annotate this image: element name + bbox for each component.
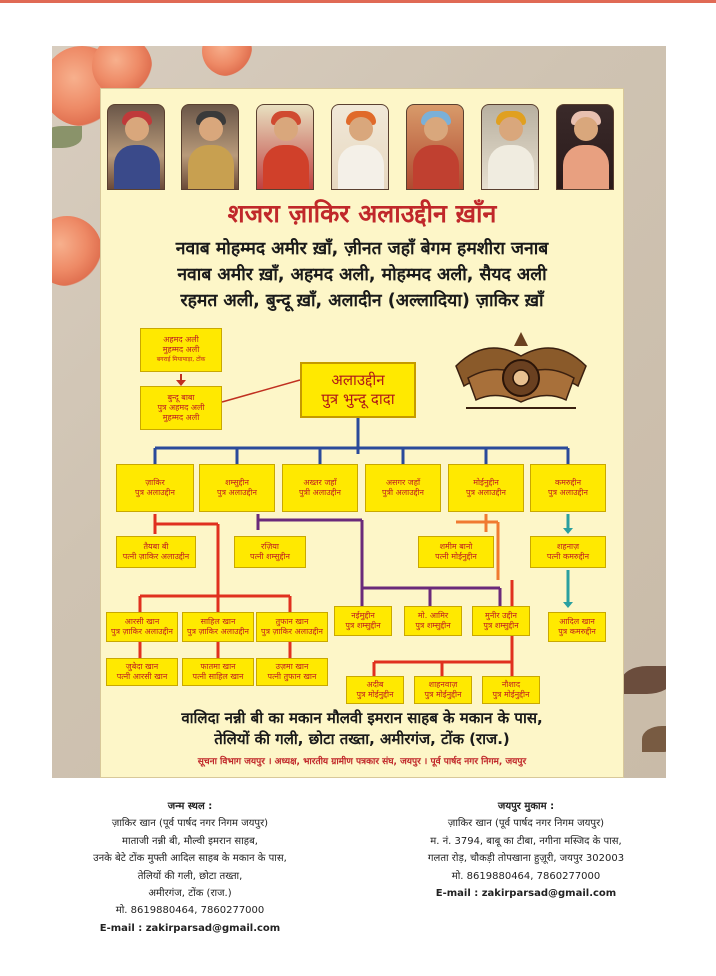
phone-number: मो. 8619880464, 7860277000 [115, 905, 265, 917]
phone-number: मो. 8619880464, 7860277000 [451, 870, 601, 882]
ancestor-box: अहमद अली मुहम्मद अली बगराई मियापाड़ा, टोंक [140, 328, 222, 372]
spouse-box: रज़िया पत्नी शम्सुद्दीन [234, 536, 306, 568]
child-box: शम्सुद्दीन पुत्र अलाउद्दीन [199, 464, 275, 512]
address-heading: जन्म स्थल : [167, 801, 213, 812]
child-box: अख्तर जहाँ पुत्री अलाउद्दीन [282, 464, 358, 512]
grandchild-box: नौशाद पुत्र मोईनुद्दीन [482, 676, 540, 704]
arrow-head [563, 602, 573, 608]
birthplace-address [40, 798, 340, 937]
grandchild-box: तुफान खान पुत्र ज़ाकिर अलाउद्दीन [256, 612, 328, 642]
address-line: माताजी नन्नी बी, मौल्वी इमरान साहब, [122, 835, 258, 847]
grandchild-spouse-box: फातमा खान पत्नी साहिल खान [182, 658, 254, 686]
ancestor-box: बुन्दू बाबा पुत्र अहमद अली मुहम्मद अली [140, 386, 222, 430]
connector-line [222, 380, 300, 402]
grandchild-box: नईमुद्दीन पुत्र शम्सुद्दीन [334, 606, 392, 636]
grandchild-box: अदीब पुत्र मोईनुद्दीन [346, 676, 404, 704]
jaipur-address [376, 798, 676, 902]
arrow-head [563, 528, 573, 534]
child-box: ज़ाकिर पुत्र अलाउद्दीन [116, 464, 194, 512]
crest-emblem [446, 326, 596, 422]
email-address: E-mail : zakirparsad@gmail.com [99, 922, 281, 934]
grandchild-box: आदिल खान पुत्र कमरुद्दीन [548, 612, 606, 642]
address-line: ज़ाकिर खान (पूर्व पार्षद नगर निगम जयपुर) [447, 818, 605, 830]
grandchild-spouse-box: जुबेदा खान पत्नी आरसी खान [106, 658, 178, 686]
residence-banner: वालिदा नन्नी बी का मकान मौलवी इमरान साहब के मकान के पास, तेलियों की गली, छोटा तख्ता, अमीरगंज, टोंक (राज.) [181, 709, 543, 748]
spouse-box: तैयबा बी पत्नी ज़ाकिर अलाउद्दीन [116, 536, 196, 568]
spouse-box: शमीम बानो पत्नी मोईनुद्दीन [418, 536, 494, 568]
address-heading: जयपुर मुकाम : [497, 801, 555, 812]
ancestors-line: नवाब मोहम्मद अमीर ख़ाँ, ज़ीनत जहाँ बेगम हमशीरा जनाब [175, 239, 549, 259]
address-line: ज़ाकिर खान (पूर्व पार्षद नगर निगम जयपुर) [111, 818, 269, 830]
grandchild-box: मो. आमिर पुत्र शम्सुद्दीन [404, 606, 462, 636]
address-line: म. नं. 3794, बाबू का टीबा, नगीना मस्जिद के पास, [430, 835, 622, 847]
child-box: मोईनुद्दीन पुत्र अलाउद्दीन [448, 464, 524, 512]
grandchild-box: साहिल खान पुत्र ज़ाकिर अलाउद्दीन [182, 612, 254, 642]
address-line: तेलियों की गली, छोटा तख्ता, [137, 870, 243, 882]
address-line: गलता रोड़, चौकड़ी तोपखाना हुज़ूरी, जयपुर 302003 [427, 853, 625, 865]
email-address: E-mail : zakirparsad@gmail.com [435, 888, 617, 900]
child-box: असगर जहाँ पुत्री अलाउद्दीन [365, 464, 441, 512]
grandchild-box: आरसी खान पुत्र ज़ाकिर अलाउद्दीन [106, 612, 178, 642]
child-box: कमरुद्दीन पुत्र अलाउद्दीन [530, 464, 606, 512]
grandchild-box: शाहनवाज़ पुत्र मोईनुद्दीन [414, 676, 472, 704]
address-line: उनके बेटे टोंक मुफ्ती आदिल साहब के मकान के पास, [93, 853, 287, 865]
root-box: अलाउद्दीन पुत्र भुन्दू दादा [300, 362, 416, 418]
grandchild-spouse-box: उज़मा खान पत्नी तुफान खान [256, 658, 328, 686]
address-line: अमीरगंज, टोंक (राज.) [148, 888, 232, 900]
grandchild-box: मुनीर उद्दीन पुत्र शम्सुद्दीन [472, 606, 530, 636]
spouse-box: शहनाज़ पत्नी कमरुद्दीन [530, 536, 606, 568]
credit-line: सूचना विभाग जयपुर । अध्यक्ष, भारतीय ग्रामीण पत्रकार संघ, जयपुर । पूर्व पार्षद नगर निगम, जयपुर [197, 757, 527, 767]
ancestors-line: रहमत अली, बुन्दू ख़ाँ, अलादीन (अल्लादिया) ज़ाकिर ख़ाँ [180, 291, 544, 311]
page-title: शजरा ज़ाकिर अलाउद्दीन ख़ाँन [227, 199, 497, 228]
ancestors-line: नवाब अमीर ख़ाँ, अहमद अली, मोहम्मद अली, सैयद अली [177, 265, 547, 285]
